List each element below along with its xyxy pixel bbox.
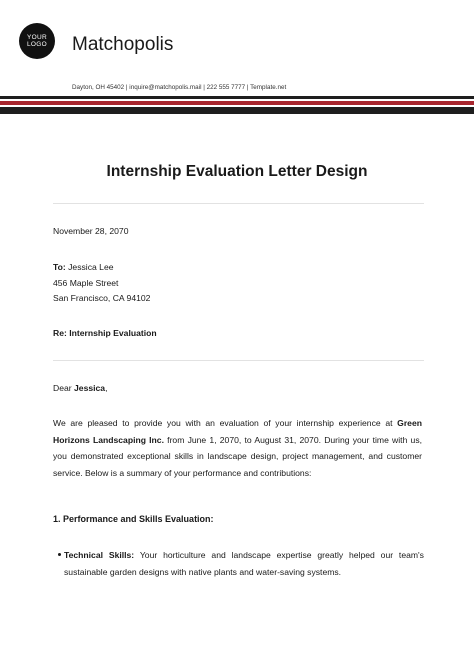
intro-part1: We are pleased to provide you with an evaluation of your internship experience at [53,418,398,428]
bullet-body: Your horticulture and landscape expertise greatly helped our team's sustainable garden designs with native plants and water-saving systems. [64,550,424,577]
letter-date: November 28, 2070 [53,226,129,236]
contact-info: Dayton, OH 45402 | inquire@matchopolis.mail | 222 555 7777 | Template.net [72,84,287,91]
intro-company: Green Horizons Landscaping Inc. [53,418,422,445]
intro-part2: from June 1, 2070, to August 31, 2070. During your time with us, you demonstrated exceptional skills in landscape design, project management, and customer service. Below is a summary of your performance and contributions: [53,434,423,478]
divider-top [53,203,424,204]
greeting-prefix: Dear [53,383,75,393]
bullet-text [64,547,424,580]
greeting-name: Jessica [74,383,106,393]
recipient-name: Jessica Lee [68,262,114,272]
recipient-city: San Francisco, CA 94102 [53,293,151,303]
company-logo [19,23,55,59]
greeting [53,383,107,393]
section-heading: 1. Performance and Skills Evaluation: [53,514,214,524]
intro-paragraph [53,415,422,481]
to-label: To: [53,262,66,272]
document-title: Internship Evaluation Letter Design [106,163,368,180]
logo-text-line1: YOUR [27,34,47,41]
list-item [58,547,424,580]
divider-middle [53,360,424,361]
company-name: Matchopolis [72,34,174,55]
header-stripes [0,96,474,114]
logo-text-line2: LOGO [27,41,47,48]
subject-line: Re: Internship Evaluation [53,328,157,338]
greeting-suffix: , [105,383,108,393]
bullet-icon [58,553,61,556]
recipient-street: 456 Maple Street [53,278,119,288]
recipient-name-line [53,262,114,272]
bullet-label: Technical Skills: [64,550,135,560]
stripe-dark-bottom [0,107,474,114]
